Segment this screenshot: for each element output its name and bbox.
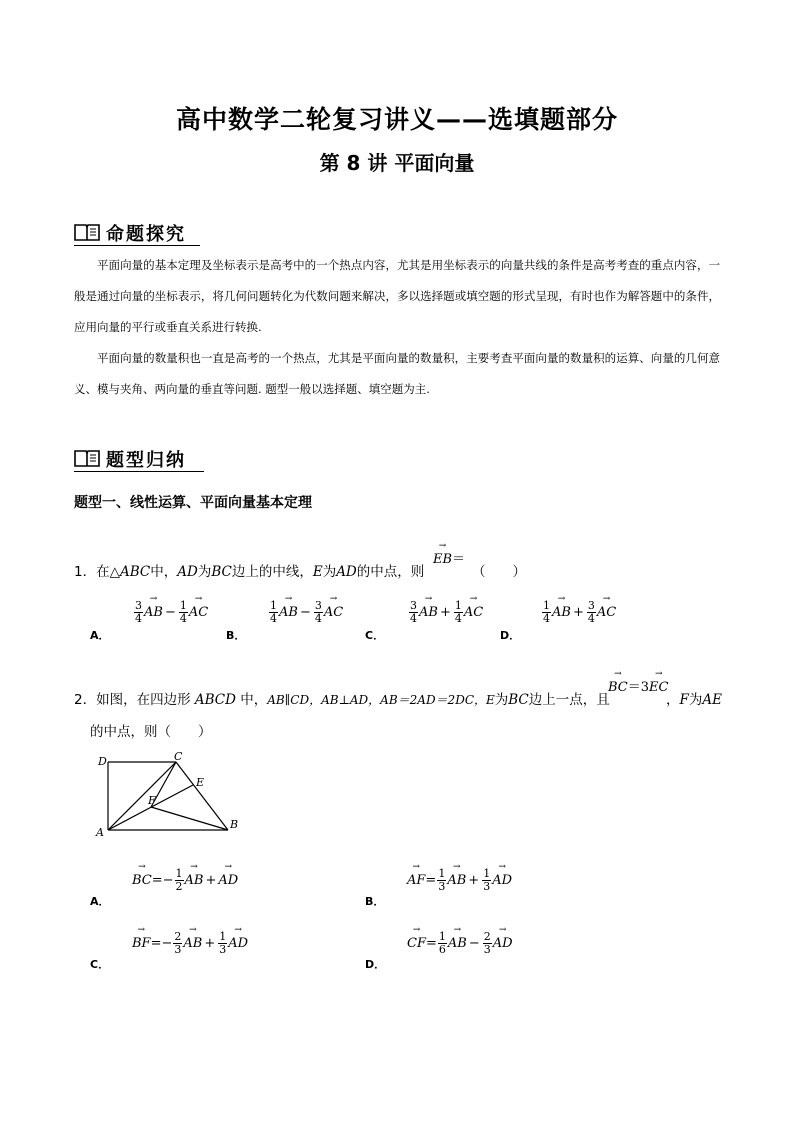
vector-term-1: → AB <box>279 605 298 620</box>
intro-paragraph-1: 平面向量的基本定理及坐标表示是高考中的一个热点内容，尤其是用坐标表示的向量共线的条件是高考考查的重点内容，一般是通过向量的坐标表示，将几何问题转化为代数问题来解决，多以选择题或填空题的形式呈现，有时也作为解答题中的条件，应用向量的平行或垂直关系进行转换. <box>74 258 720 334</box>
option-expression <box>268 600 343 625</box>
option-expression <box>407 868 512 893</box>
vector-term-1: → AB <box>183 936 202 951</box>
equals-sign: =− <box>151 873 174 888</box>
fraction <box>483 931 492 956</box>
numerator: 1 <box>270 599 277 612</box>
option-label: C． <box>365 629 385 642</box>
vector-term-1: → AB <box>185 873 204 888</box>
denominator: 4 <box>543 612 550 625</box>
option-label: C． <box>90 958 110 971</box>
text: 为 <box>494 692 509 708</box>
text: ABC <box>119 564 151 580</box>
vector-term-1: → AB <box>144 605 163 620</box>
denominator: 3 <box>219 943 227 956</box>
section-header-exploration <box>74 220 204 250</box>
intro-paragraph-2: 平面向量的数量积也一直是高考的一个热点，尤其是平面向量的数量积，主要考查平面向量的数量积的运算、向量的几何意义、模与夹角、两向量的垂直等问题. 题型一般以选择题、填空题为主. <box>74 351 720 396</box>
text: 为 <box>197 564 212 580</box>
answer-paren: （ ） <box>472 564 526 580</box>
vector-lhs: → AF <box>407 873 425 888</box>
fraction <box>437 868 446 893</box>
text: 如图，在四边形 <box>96 692 195 708</box>
numerator: 1 <box>454 599 462 612</box>
text: E <box>312 564 323 580</box>
open-book-icon <box>74 223 100 241</box>
text: ， <box>666 692 680 708</box>
numerator: 1 <box>219 930 227 943</box>
option-label: B． <box>365 895 385 908</box>
label-D: D <box>98 755 107 768</box>
denominator: 4 <box>270 612 277 625</box>
vector-EC: → EC <box>649 680 668 695</box>
text: AD <box>177 564 198 580</box>
question-2-stem-tail <box>666 688 722 708</box>
operator: + <box>205 873 217 888</box>
vector-BC: → BC <box>608 680 628 695</box>
numerator: 1 <box>438 930 446 943</box>
text: 边上的中线， <box>231 564 313 580</box>
fraction <box>173 931 182 956</box>
denominator: 3 <box>438 880 446 893</box>
option-expression <box>408 600 483 625</box>
option-label: D． <box>500 629 521 642</box>
option-expression <box>132 931 248 956</box>
equals-sign: =− <box>150 936 173 951</box>
text: ＝3 <box>627 680 650 695</box>
numerator: 1 <box>543 599 550 612</box>
denominator: 3 <box>483 880 491 893</box>
text: ABCD <box>194 692 236 708</box>
text: 中， <box>150 564 178 580</box>
fraction <box>269 600 278 625</box>
vector-lhs: → CF <box>407 936 426 951</box>
label-F: F <box>148 794 156 807</box>
section-header-types <box>74 446 206 476</box>
option-label: A． <box>90 895 110 908</box>
vector-term-2: → AD <box>218 873 238 888</box>
text: 为 <box>688 692 703 708</box>
equals-sign: = <box>425 936 437 951</box>
lecture-subtitle: 第 8 讲 平面向量 <box>319 151 475 175</box>
denominator: 4 <box>314 612 322 625</box>
equals-sign: = <box>425 873 437 888</box>
section-underline <box>74 471 204 472</box>
text: F <box>679 692 689 708</box>
option-label: B． <box>226 629 246 642</box>
option-expression <box>133 600 208 625</box>
numerator: 1 <box>179 599 187 612</box>
fraction <box>482 868 491 893</box>
denominator: 4 <box>454 612 462 625</box>
numerator: 2 <box>174 930 182 943</box>
option-label: A． <box>90 629 110 642</box>
denominator: 4 <box>410 612 417 625</box>
fraction <box>134 600 143 625</box>
vector-term-1: → AB <box>448 936 467 951</box>
fraction <box>179 600 188 625</box>
denominator: 2 <box>175 880 183 893</box>
text: 的中点，则 <box>356 564 425 580</box>
vector-term-1: → AB <box>552 605 571 620</box>
segment-AE <box>108 785 193 830</box>
option-label: D． <box>365 958 386 971</box>
fraction <box>218 931 227 956</box>
vector-lhs: → BF <box>132 936 151 951</box>
label-C: C <box>174 750 183 763</box>
question-2-stem-line1 <box>74 688 610 708</box>
text: 在△ <box>96 564 120 580</box>
denominator: 6 <box>438 943 446 956</box>
operator: − <box>164 605 176 620</box>
question-1-vector-EB <box>433 548 465 567</box>
text: AB∥CD，AB⊥AD，AB＝2AD＝2DC，E <box>267 693 495 707</box>
page-title: 高中数学二轮复习讲义——选填题部分 <box>175 105 618 134</box>
section-label: 题型归纳 <box>106 450 186 471</box>
vector-term-2: → AD <box>493 936 513 951</box>
denominator: 4 <box>179 612 187 625</box>
operator: + <box>439 605 451 620</box>
vector-term-2: → AC <box>189 605 208 620</box>
vector-term-2: → AC <box>324 605 343 620</box>
fraction <box>409 600 418 625</box>
segment-FB <box>151 807 228 830</box>
vector-EB: → EB <box>433 552 452 567</box>
text: 为 <box>322 564 337 580</box>
question-2-condition <box>608 676 668 695</box>
fraction <box>454 600 463 625</box>
text: BC <box>508 692 529 708</box>
operator: + <box>572 605 584 620</box>
fraction <box>542 600 551 625</box>
vector-term-1: → AB <box>419 605 438 620</box>
open-book-icon <box>74 449 100 467</box>
question-number: 1． <box>74 564 97 580</box>
quadrilateral-figure <box>92 748 252 840</box>
equals-sign: ＝ <box>452 552 466 567</box>
numerator: 1 <box>438 867 446 880</box>
vector-lhs: → BC <box>132 873 152 888</box>
numerator: 1 <box>175 867 183 880</box>
label-A: A <box>96 826 104 839</box>
numerator: 2 <box>483 930 491 943</box>
operator: + <box>204 936 216 951</box>
operator: − <box>468 936 480 951</box>
vector-term-2: → AD <box>228 936 248 951</box>
text: 边上一点，且 <box>528 692 610 708</box>
numerator: 3 <box>410 599 417 612</box>
section-underline <box>74 245 200 246</box>
fraction <box>314 600 323 625</box>
denominator: 3 <box>483 943 491 956</box>
text: AD <box>336 564 357 580</box>
denominator: 3 <box>174 943 182 956</box>
question-number: 2． <box>74 692 97 708</box>
operator: + <box>468 873 480 888</box>
question-2-stem-line2: 的中点，则（ ） <box>90 724 212 740</box>
denominator: 4 <box>587 612 595 625</box>
label-E: E <box>196 776 205 789</box>
vector-term-2: → AD <box>492 873 512 888</box>
text: 中， <box>235 692 268 708</box>
option-expression <box>132 868 238 893</box>
fraction <box>438 931 447 956</box>
option-expression <box>541 600 616 625</box>
vector-term-2: → AC <box>597 605 616 620</box>
question-1-stem <box>74 560 424 580</box>
vector-term-1: → AB <box>447 873 466 888</box>
denominator: 4 <box>135 612 142 625</box>
operator: − <box>299 605 311 620</box>
text: AE <box>702 692 722 708</box>
numerator: 3 <box>587 599 595 612</box>
text: BC <box>211 564 232 580</box>
option-expression <box>407 931 513 956</box>
vector-term-2: → AC <box>464 605 483 620</box>
numerator: 3 <box>314 599 322 612</box>
numerator: 3 <box>135 599 142 612</box>
question-type-heading: 题型一、线性运算、平面向量基本定理 <box>74 495 312 511</box>
segment-AC <box>108 762 176 830</box>
edge-CB <box>176 762 228 830</box>
fraction <box>175 868 184 893</box>
fraction <box>587 600 596 625</box>
numerator: 1 <box>483 867 491 880</box>
label-B: B <box>230 818 239 831</box>
section-label: 命题探究 <box>106 224 186 245</box>
